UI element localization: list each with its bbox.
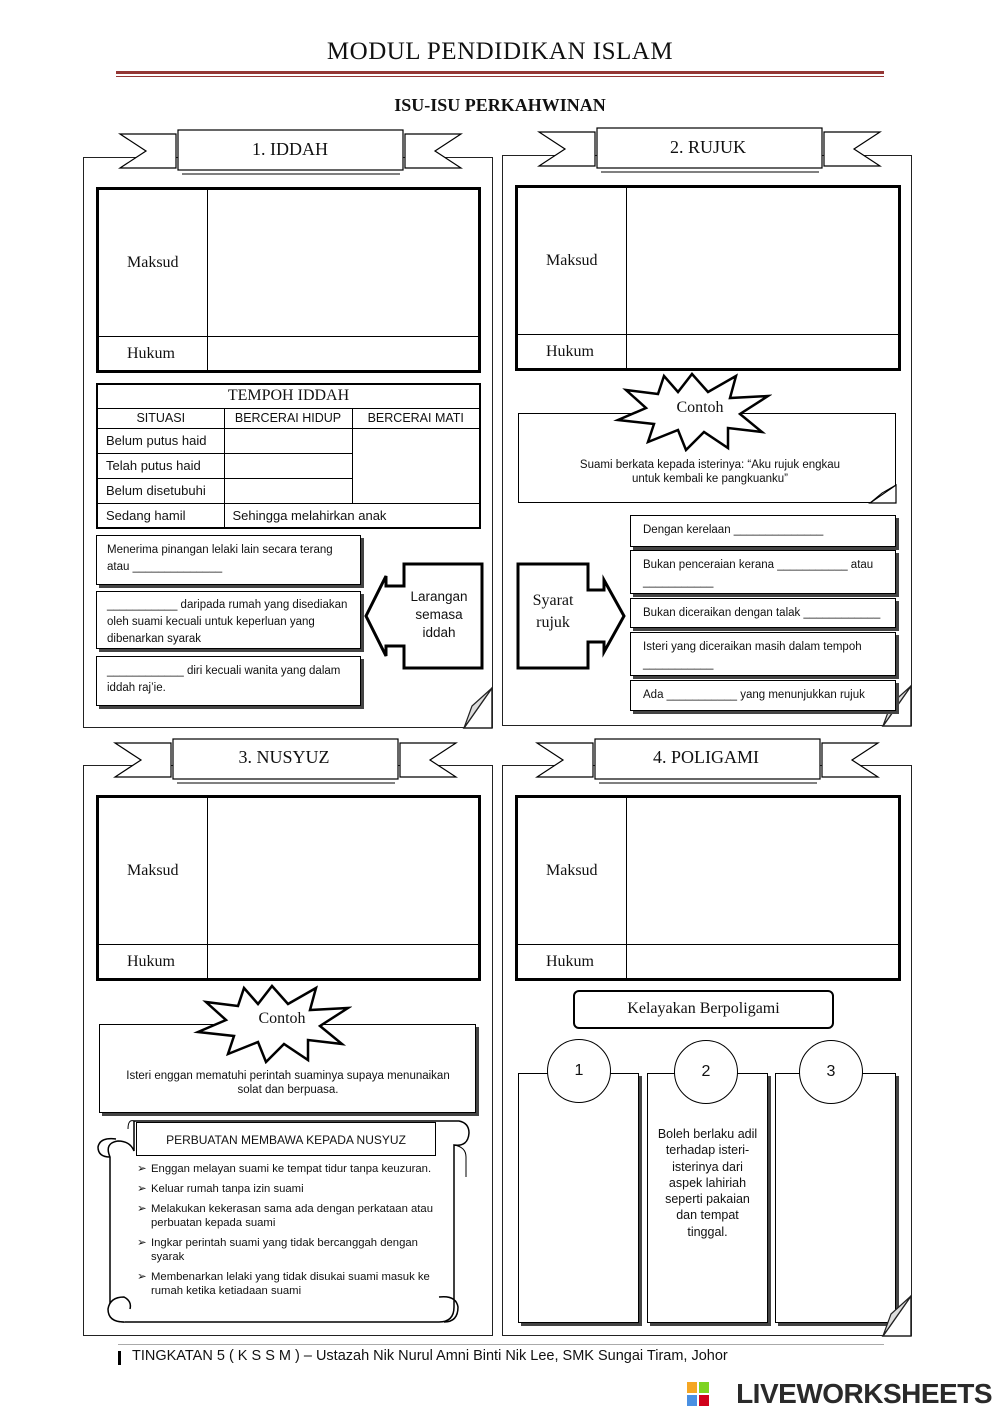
perbuatan-item-text: Enggan melayan suami ke tempat tidur tanpa keuzuran. xyxy=(151,1163,432,1175)
perbuatan-item xyxy=(137,1236,452,1264)
contoh-text-nusyuz: Isteri enggan mematuhi perintah suaminya supaya menunaikan solat dan berpuasa. xyxy=(126,1070,450,1096)
arrow-bullet-icon: ➢ xyxy=(137,1183,147,1195)
larangan-item-1[interactable]: Menerima pinangan lelaki lain secara terang atau ______________ xyxy=(96,535,361,585)
label-maksud: Maksud xyxy=(98,797,208,945)
answer-iddah-maksud[interactable] xyxy=(208,189,480,337)
answer-rujuk-maksud[interactable] xyxy=(627,187,900,335)
answer-nusyuz-maksud[interactable] xyxy=(208,797,480,945)
label-hukum: Hukum xyxy=(98,945,208,980)
arrow-bullet-icon: ➢ xyxy=(137,1237,147,1249)
row-label-sedang-hamil: Sedang hamil xyxy=(97,503,224,528)
col-bercerai-mati: BERCERAI MATI xyxy=(352,408,480,428)
footer-text xyxy=(118,1348,728,1364)
label-contoh-rujuk: Contoh xyxy=(676,399,724,416)
larangan-item-2[interactable]: ___________ daripada rumah yang disediakan oleh suami kecuali untuk keperluan yang dibenarkan syarak xyxy=(96,591,361,649)
row-label-telah-putus-haid: Telah putus haid xyxy=(97,453,224,478)
larangan-item-3[interactable]: ____________ diri kecuali wanita yang dalam iddah raj’ie. xyxy=(96,656,361,706)
arrow-bullet-icon: ➢ xyxy=(137,1203,147,1215)
kelayakan-title: Kelayakan Berpoligami xyxy=(627,1000,780,1017)
larangan-label: Larangan semasa iddah xyxy=(410,589,468,640)
row-label-belum-putus-haid: Belum putus haid xyxy=(97,428,224,453)
kelayakan-number-1: 1 xyxy=(547,1039,611,1103)
perbuatan-list xyxy=(137,1162,452,1298)
answer-rujuk-hukum[interactable] xyxy=(627,335,900,370)
title-poligami: 4. POLIGAMI xyxy=(653,747,759,767)
row-label-belum-disetubuhi: Belum disetubuhi xyxy=(97,478,224,503)
table-poligami-maksud-hukum xyxy=(515,795,901,981)
answer-poligami-maksud[interactable] xyxy=(627,797,900,945)
answer-poligami-hukum[interactable] xyxy=(627,945,900,980)
perbuatan-item xyxy=(137,1202,452,1230)
value-sedang-hamil: Sehingga melahirkan anak xyxy=(224,503,480,528)
answer-telah-putus-haid-hidup[interactable] xyxy=(224,453,352,478)
answer-belum-putus-haid-hidup[interactable] xyxy=(224,428,352,453)
label-maksud: Maksud xyxy=(517,797,627,945)
label-hukum: Hukum xyxy=(517,945,627,980)
answer-belum-disetubuhi-hidup[interactable] xyxy=(224,478,352,503)
curl-contoh-rujuk xyxy=(866,483,898,505)
syarat-item-5[interactable]: Ada ___________ yang menunjukkan rujuk xyxy=(630,680,896,711)
label-contoh-nusyuz: Contoh xyxy=(258,1010,306,1027)
syarat-rujuk-label: Syarat rujuk xyxy=(532,592,574,631)
kelayakan-number-3: 3 xyxy=(799,1040,863,1104)
syarat-item-3[interactable]: Bukan diceraikan dengan talak ____________ xyxy=(630,598,896,628)
liveworksheets-logo-icon xyxy=(686,1381,710,1407)
table-iddah-maksud-hukum xyxy=(96,187,481,373)
perbuatan-item xyxy=(137,1270,452,1298)
liveworksheets-brand[interactable]: LIVEWORKSHEETS xyxy=(736,1378,992,1409)
page-curl-iddah xyxy=(458,686,498,731)
arrow-bullet-icon: ➢ xyxy=(137,1163,147,1175)
perbuatan-item-text: Melakukan kekerasan sama ada dengan perkataan atau perbuatan kepada suami xyxy=(151,1203,433,1229)
footer-rule xyxy=(118,1344,884,1345)
label-maksud: Maksud xyxy=(517,187,627,335)
label-hukum: Hukum xyxy=(98,337,208,372)
label-maksud: Maksud xyxy=(98,189,208,337)
kelayakan-col-3[interactable] xyxy=(775,1073,896,1323)
kelayakan-col-1[interactable] xyxy=(518,1073,639,1323)
perbuatan-item-text: Ingkar perintah suami yang tidak bercanggah dengan syarak xyxy=(151,1237,418,1263)
col-situasi: SITUASI xyxy=(97,408,224,428)
table-nusyuz-maksud-hukum xyxy=(96,795,481,981)
table-rujuk-maksud-hukum xyxy=(515,185,901,371)
kelayakan-text-2: Boleh berlaku adil terhadap isteri-isterinya dari aspek lahiriah seperti pakaian dan tempat tinggal. xyxy=(657,1127,758,1239)
header-rule xyxy=(116,71,884,77)
col-bercerai-hidup: BERCERAI HIDUP xyxy=(224,408,352,428)
table-tempoh-iddah xyxy=(96,383,481,529)
label-hukum: Hukum xyxy=(517,335,627,370)
title-rujuk: 2. RUJUK xyxy=(669,137,746,157)
contoh-text-rujuk: Suami berkata kepada isterinya: “Aku rujuk engkau untuk kembali ke pangkuanku” xyxy=(579,459,841,485)
syarat-item-4[interactable]: Isteri yang diceraikan masih dalam tempoh ___________ xyxy=(630,632,896,676)
answer-nusyuz-hukum[interactable] xyxy=(208,945,480,980)
perbuatan-title: PERBUATAN MEMBAWA KEPADA NUSYUZ xyxy=(166,1133,406,1147)
syarat-item-2[interactable]: Bukan penceraian kerana ___________ atau ___________ xyxy=(630,550,896,594)
kelayakan-number-2: 2 xyxy=(674,1040,738,1104)
page-curl-poligami xyxy=(877,1294,917,1339)
title-nusyuz: 3. NUSYUZ xyxy=(238,747,330,767)
arrow-bullet-icon: ➢ xyxy=(137,1271,147,1283)
title-iddah: 1. IDDAH xyxy=(252,139,328,159)
page-subtitle: ISU-ISU PERKAHWINAN xyxy=(394,95,606,115)
perbuatan-item xyxy=(137,1182,452,1196)
footer-text-content: TINGKATAN 5 ( K S S M ) – Ustazah Nik Nurul Amni Binti Nik Lee, SMK Sungai Tiram, Johor xyxy=(132,1348,728,1364)
tempoh-title: TEMPOH IDDAH xyxy=(97,384,480,408)
answer-iddah-hukum[interactable] xyxy=(208,337,480,372)
answer-bercerai-mati[interactable] xyxy=(352,428,480,503)
syarat-item-1[interactable]: Dengan kerelaan ______________ xyxy=(630,515,896,547)
perbuatan-item-text: Membenarkan lelaki yang tidak disukai suami masuk ke rumah ketika ketiadaan suami xyxy=(151,1271,430,1297)
page-header-title: MODUL PENDIDIKAN ISLAM xyxy=(326,38,674,65)
perbuatan-item xyxy=(137,1162,452,1176)
perbuatan-item-text: Keluar rumah tanpa izin suami xyxy=(151,1183,304,1195)
